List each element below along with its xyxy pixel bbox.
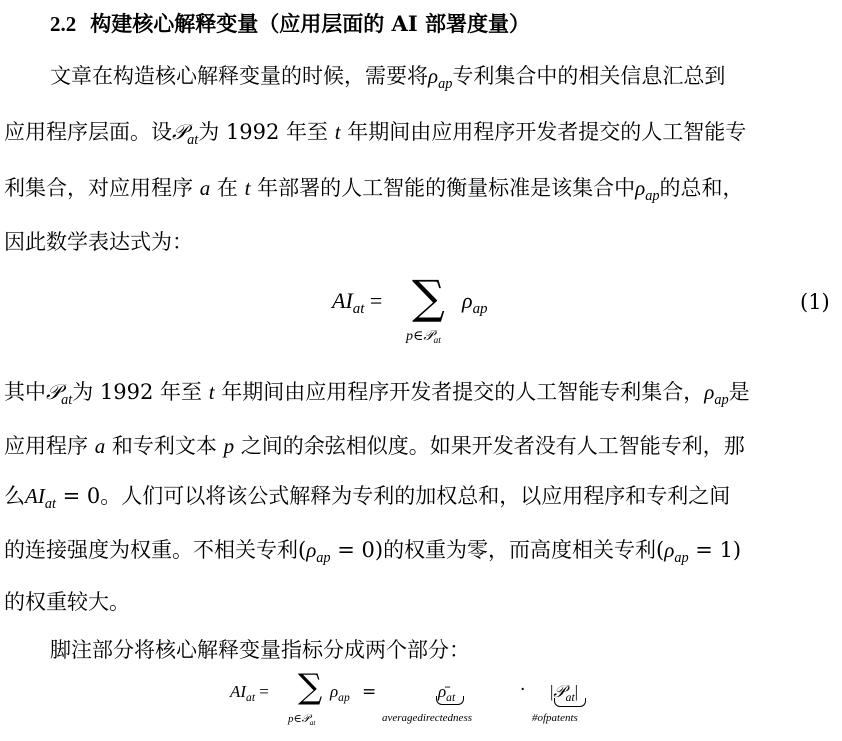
var-t: t — [244, 176, 251, 200]
eq1-rhs: $\rho_{ap}$ — [462, 288, 488, 318]
para2-line3 — [4, 482, 832, 513]
var-a: a — [199, 176, 211, 200]
equation-number: (1) — [800, 290, 830, 314]
rho-ap: $\rho_{ap}$ — [306, 538, 331, 566]
section-heading — [50, 8, 530, 38]
rho-ap: $\rho_{ap}$ — [664, 538, 689, 566]
section-number: 2.2 — [50, 12, 77, 36]
eq2-lhs: $AI_{at}$ = — [230, 682, 269, 705]
para2-line2 — [4, 432, 832, 460]
eq1-lhs: $AI_{at}$ = — [332, 288, 383, 318]
ai-at: $AI_{at}$ — [25, 484, 56, 512]
eq2-rho-ap: $\rho_{ap}$ — [330, 682, 350, 705]
text: 应用程序层面。设𝒫$_{at}$为 1992 年至 t 年期间由应用程序开发者提交的人工智能专 — [4, 120, 747, 148]
text: 应用程序 — [4, 434, 88, 458]
underbrace-icon — [554, 698, 586, 707]
var-a: a — [94, 434, 106, 458]
text: 利集合，对应用程序 — [4, 176, 193, 200]
text: 年部署的人工智能的衡量标准是该集合中 — [257, 176, 636, 200]
text: 和专利文本 — [111, 434, 217, 458]
label-number-of-patents: #ofpatents — [532, 712, 578, 724]
text: = 1) — [688, 538, 742, 562]
multiply-dot: · — [520, 680, 526, 700]
text: 在 — [216, 176, 238, 200]
text: 文章在构造核心解释变量的时候，需要将 — [50, 64, 428, 88]
eq2-patent-count: |𝒫$_{at}$| — [550, 682, 579, 705]
text: 么 — [4, 484, 25, 508]
summation-icon: ∑ — [412, 270, 445, 324]
para2-line5: 的权重较大。 — [4, 590, 130, 614]
summation-icon: ∑ — [298, 667, 323, 707]
equation-2 — [0, 667, 842, 741]
text: 专利集合中的相关信息汇总到 — [452, 64, 726, 88]
section-title: 构建核心解释变量（应用层面的 AI 部署度量） — [90, 11, 530, 36]
para2-line1 — [4, 378, 832, 409]
text: 之间的余弦相似度。如果开发者没有人工智能专利，那 — [240, 434, 745, 458]
equation-1 — [0, 270, 842, 350]
eq1-sum-range: p∈𝒫$_{at}$ — [406, 328, 441, 347]
text: = 0)的权重为零，而高度相关专利( — [330, 538, 665, 562]
eq2-rho-bar: $\rhō_{at}$ — [438, 682, 456, 705]
rho-ap: $\rho_{ap}$ — [635, 176, 660, 204]
text: 其中𝒫$_{at}$为 1992 年至 t 年期间由应用程序开发者提交的人工智能专利集合，$\rho_{ap}$是 — [4, 380, 750, 408]
eq2-equals: = — [362, 682, 377, 702]
text: = 0。人们可以将该公式解释为专利的加权总和，以应用程序和专利之间 — [55, 484, 731, 508]
eq2-sum-range: p∈𝒫$_{at}$ — [288, 712, 316, 727]
rho-ap: $\rho_{ap}$ — [428, 64, 453, 92]
para1-line1 — [50, 62, 832, 93]
para1-line2 — [4, 118, 832, 149]
para2-line4 — [4, 536, 832, 567]
para3-line1: 脚注部分将核心解释变量指标分成两个部分： — [50, 638, 470, 662]
para1-line4: 因此数学表达式为： — [4, 230, 193, 254]
underbrace-icon — [436, 696, 464, 705]
text: 的连接强度为权重。不相关专利( — [4, 538, 307, 562]
para1-line3 — [4, 174, 832, 205]
label-average-directedness: averagedirectedness — [382, 712, 473, 724]
var-p: p — [223, 434, 235, 458]
text: 的总和， — [659, 176, 744, 200]
